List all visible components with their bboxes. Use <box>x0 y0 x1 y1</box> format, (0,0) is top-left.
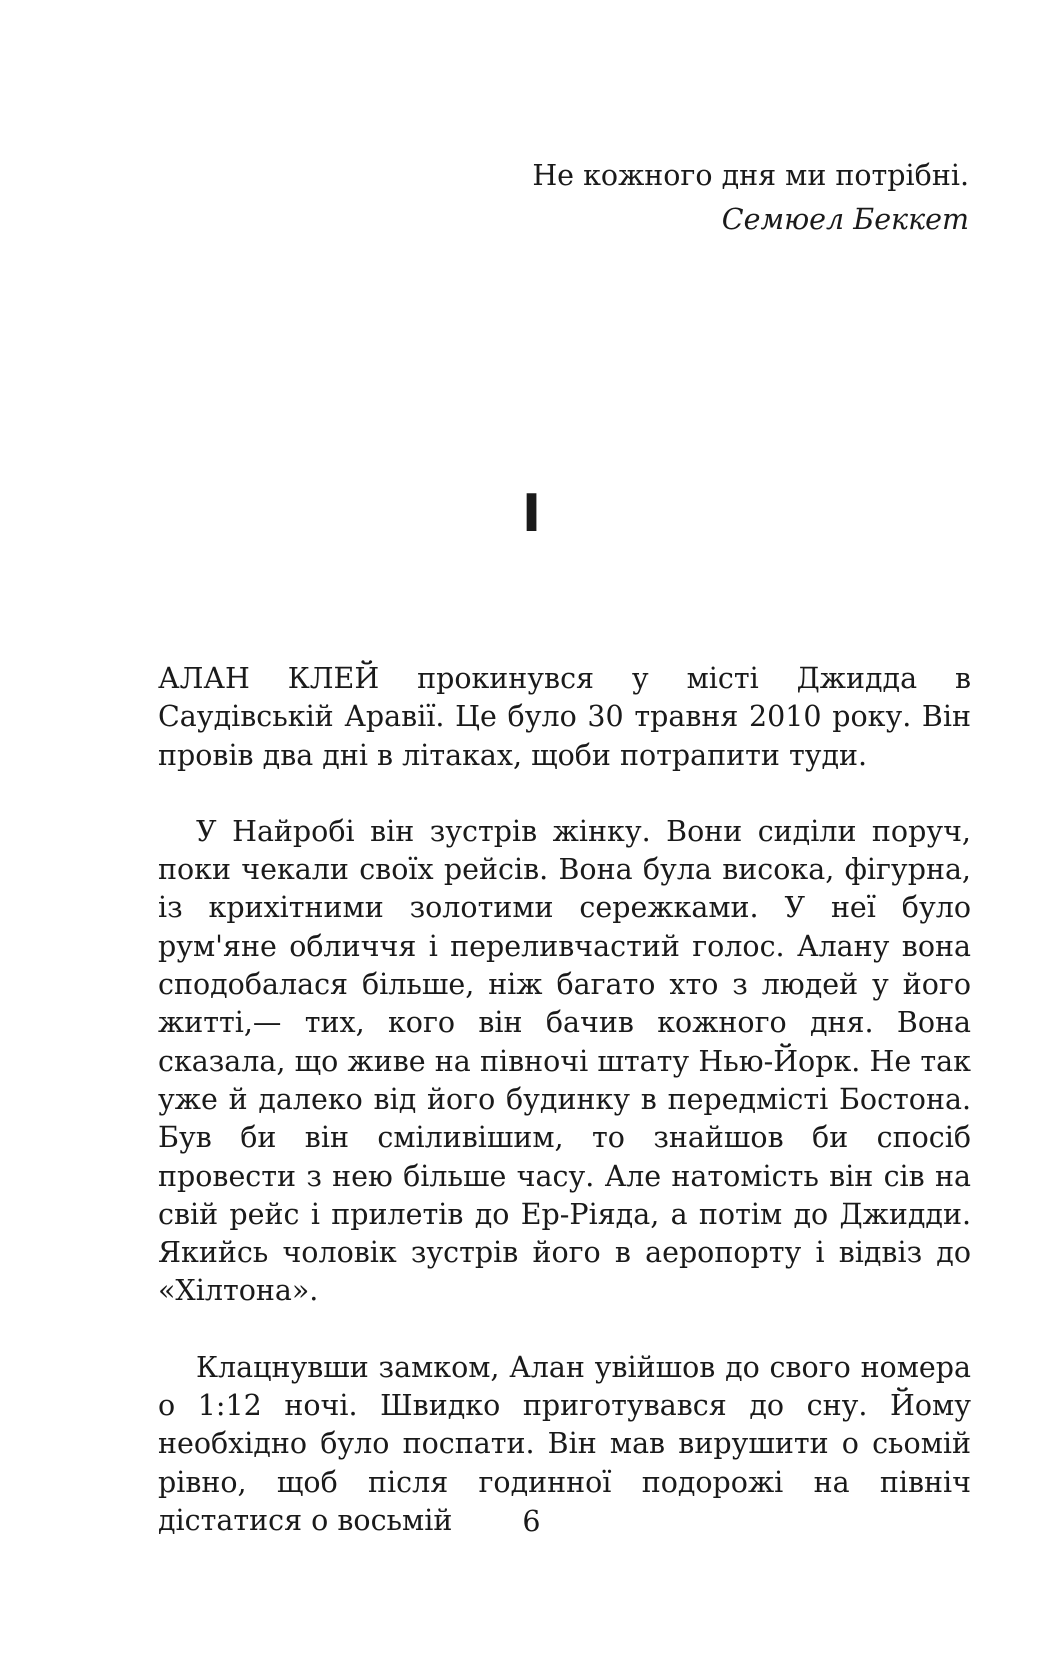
epigraph-quote: Не кожного дня ми потрібні. <box>532 159 969 192</box>
paragraph: Клацнувши замком, Алан увійшов до свого номера о 1:12 ночі. Швидко приготувався до сну. Йому необхідно було поспати. Він мав вирушити о сьомій рівно, щоб після годинної подорожі на північ дістатися о восьмій <box>158 1350 971 1537</box>
body-text <box>158 660 971 1540</box>
paragraph: У Найробі він зустрів жінку. Вони сиділи поруч, поки чекали своїх рейсів. Вона була висока, фігурна, із крихітними золотими сережками. У неї було рум'яне обличчя і переливчастий голос. Алану вона сподобалася більше, ніж багато хто з людей у його житті,— тих, кого він бачив кожного дня. Вона сказала, що живе на півночі штату Нью-Йорк. Не так уже й далеко від його будинку в передмісті Бостона. Був би він сміливішим, то знайшов би спосіб провести з нею більше часу. Але натомість він сів на свій рейс і прилетів до Ер-Ріяда, а потім до Джидди. Якийсь чоловік зустрів його в аеропорту і відвіз до «Хілтона». <box>158 814 971 1308</box>
paragraph-opening: АЛАН КЛЕЙ прокинувся у місті Джидда в Саудівській Аравії. Це було 30 травня 2010 року. Він провів два дні в літаках, щоби потрапити туди. <box>158 662 971 772</box>
epigraph-author: Семюел Беккет <box>721 203 969 236</box>
page-number: 6 <box>522 1505 541 1538</box>
epigraph <box>369 154 969 242</box>
chapter-number: I <box>521 484 542 544</box>
